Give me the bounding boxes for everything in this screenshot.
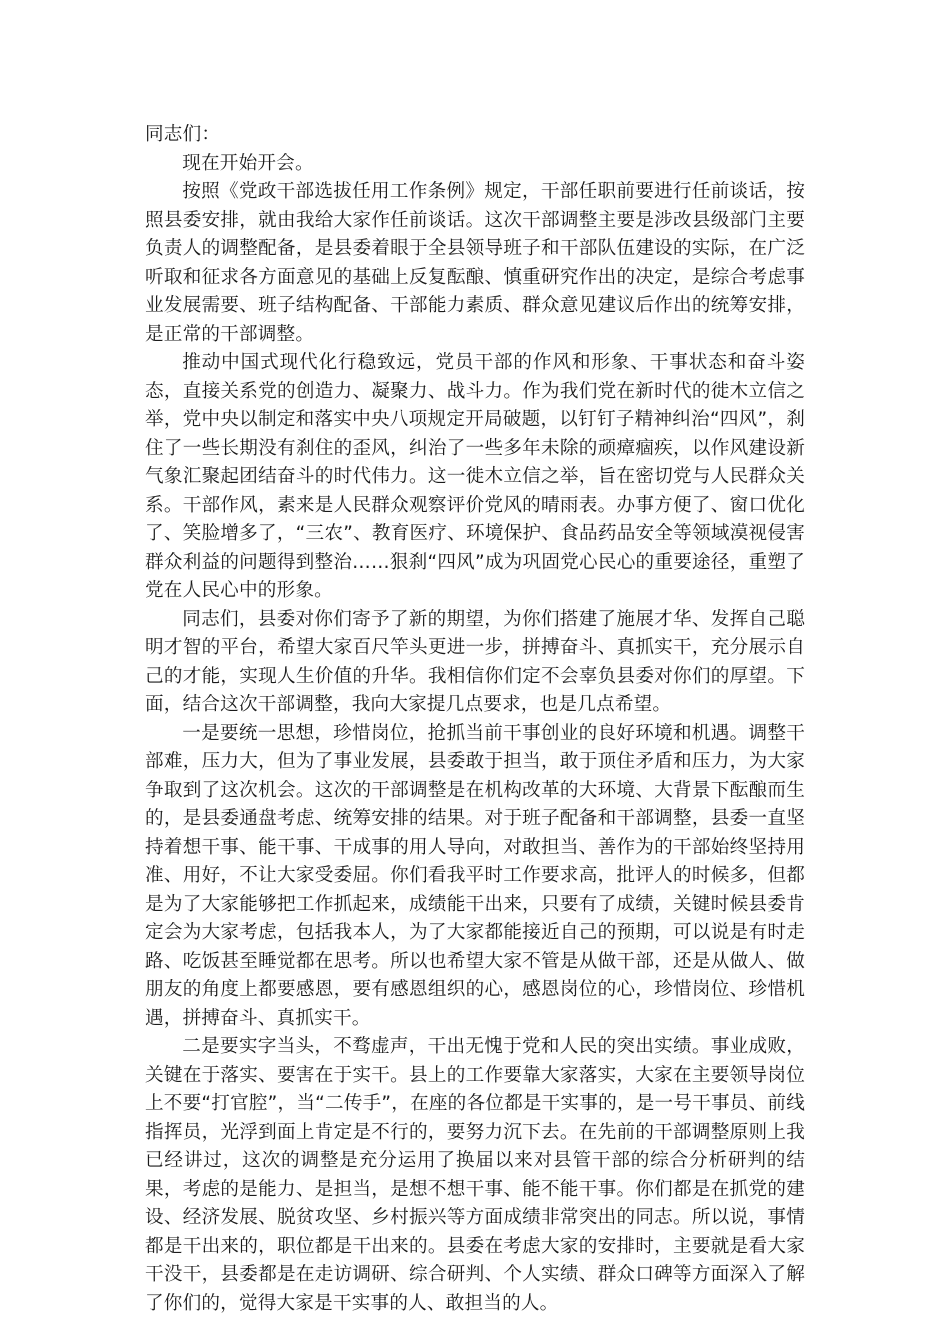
salutation: 同志们： bbox=[145, 124, 221, 145]
paragraph-opening: 现在开始开会。 bbox=[182, 152, 314, 174]
paragraph-point-one: 一是要统一思想，珍惜岗位，抢抓当前干事创业的良好环境和机遇。调整干部难，压力大，但为了事业发展，县委敢于担当，敢于顶住矛盾和压力，为大家争取到了这次机会。这次的干部调整是在机构改革的大环境、大背景下酝酿而生的，是县委通盘考虑、统筹安排的结果。对于班子配备和干部调整，县委一直坚持着想干事、能干事、干成事的用人导向，对敢担当、善作为的干部始终坚持用准、用好，不让大家受委屈。你们看我平时工作要求高，批评人的时候多，但都是为了大家能够把工作抓起来，成绩能干出来，只要有了成绩，关键时候县委肯定会为大家考虑，包括我本人，为了大家都能接近自己的预期，可以说是有时走路、吃饭甚至睡觉都在思考。所以也希望大家不管是从做干部，还是从做人、做朋友的角度上都要感恩，要有感恩组织的心，感恩岗位的心，珍惜岗位、珍惜机遇，拼搏奋斗、真抓实干。 bbox=[145, 722, 805, 1029]
paragraph-background: 按照《党政干部选拔任用工作条例》规定，干部任职前要进行任前谈话，按照县委安排，就由我给大家作任前谈话。这次干部调整主要是涉改县级部门主要负责人的调整配备，是县委着眼于全县领导班子和干部队伍建设的实际，在广泛听取和征求各方面意见的基础上反复酝酿、慎重研究作出的决定，是综合考虑事业发展需要、班子结构配备、干部能力素质、群众意见建议后作出的统筹安排，是正常的干部调整。 bbox=[145, 181, 805, 345]
paragraph-point-two: 二是要实字当头，不骛虚声，干出无愧于党和人民的突出实绩。事业成败，关键在于落实、要害在于实干。县上的工作要靠大家落实，大家在主要领导岗位上不要“打官腔”，当“二传手”，在座的各位都是干实事的，是一号干事员、前线指挥员，光浮到面上肯定是不行的，要努力沉下去。在先前的干部调整原则上我已经讲过，这次的调整是充分运用了换届以来对县管干部的综合分析研判的结果，考虑的是能力、是担当，是想不想干事、能不能干事。你们都是在抓党的建设、经济发展、脱贫攻坚、乡村振兴等方面成绩非常突出的同志。所以说，事情都是干出来的，职位都是干出来的。县委在考虑大家的安排时，主要就是看大家干没干，县委都是在走访调研、综合研判、个人实绩、群众口碑等方面深入了解了你们的，觉得大家是干实事的人、敢担当的人。 bbox=[145, 1036, 805, 1314]
document-body bbox=[145, 121, 805, 1318]
paragraph-expectations: 同志们，县委对你们寄予了新的期望，为你们搭建了施展才华、发挥自己聪明才智的平台，希望大家百尺竿头更进一步，拼搏奋斗、真抓实干，充分展示自己的才能，实现人生价值的升华。我相信你们定不会辜负县委对你们的厚望。下面，结合这次干部调整，我向大家提几点要求，也是几点希望。 bbox=[145, 608, 805, 715]
paragraph-work-style: 推动中国式现代化行稳致远，党员干部的作风和形象、干事状态和奋斗姿态，直接关系党的创造力、凝聚力、战斗力。作为我们党在新时代的徙木立信之举，党中央以制定和落实中央八项规定开局破题，以钉钉子精神纠治“四风”，刹住了一些长期没有刹住的歪风，纠治了一些多年未除的顽瘴痼疾，以作风建设新气象汇聚起团结奋斗的时代伟力。这一徙木立信之举，旨在密切党与人民群众关系。干部作风，素来是人民群众观察评价党风的晴雨表。办事方便了、窗口优化了、笑脸增多了，“三农”、教育医疗、环境保护、食品药品安全等领域漠视侵害群众利益的问题得到整治……狠刹“四风”成为巩固党心民心的重要途径，重塑了党在人民心中的形象。 bbox=[145, 352, 805, 601]
